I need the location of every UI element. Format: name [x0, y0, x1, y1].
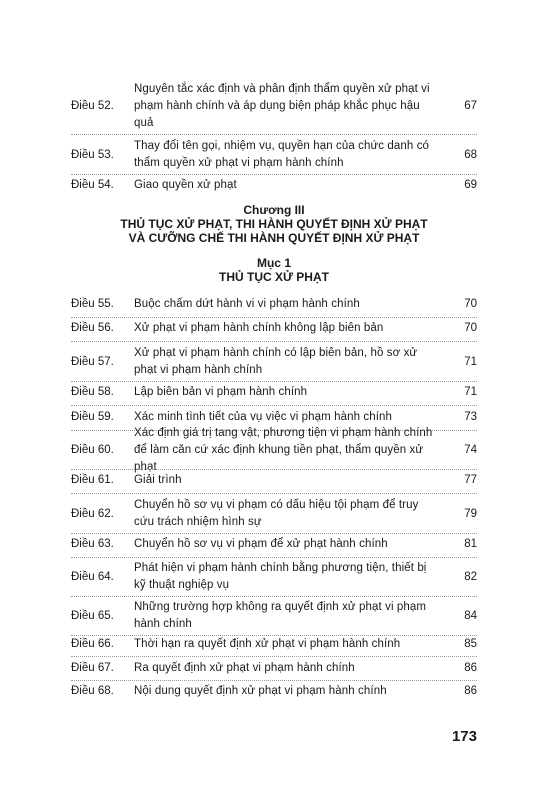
section-label: Mục 1 — [256, 256, 291, 270]
toc-entry — [71, 409, 477, 426]
article-title: Nguyên tắc xác định và phân định thẩm quyền xử phạt vi phạm hành chính và áp dụng biện pháp khắc phục hậu quả — [134, 82, 430, 129]
article-number: Điều 57. — [71, 355, 114, 368]
toc-entry — [71, 560, 477, 594]
article-number: Điều 54. — [71, 179, 114, 191]
article-title: Chuyển hồ sơ vụ vi phạm để xử phạt hành chính — [134, 538, 388, 550]
chapter-title: THỦ TỤC XỬ PHẠT, THI HÀNH QUYẾT ĐỊNH XỬ PHẠT — [120, 217, 428, 231]
article-page: 71 — [464, 355, 477, 368]
separator — [71, 174, 477, 175]
article-number: Điều 63. — [71, 538, 114, 550]
article-number: Điều 58. — [71, 386, 114, 398]
toc-entry — [71, 660, 477, 677]
article-number: Điều 62. — [71, 507, 114, 520]
article-number: Điều 53. — [71, 148, 114, 161]
toc-entry — [71, 536, 477, 553]
article-page: 86 — [464, 685, 477, 697]
article-title: Chuyển hồ sơ vụ vi phạm có dấu hiệu tội phạm để truy cứu trách nhiệm hình sự — [134, 499, 419, 528]
article-page: 70 — [464, 322, 477, 334]
separator — [71, 680, 477, 681]
article-page: 79 — [464, 507, 477, 520]
article-title: Xác minh tình tiết của vụ việc vi phạm hành chính — [134, 411, 393, 423]
article-number: Điều 67. — [71, 662, 114, 674]
article-number: Điều 61. — [71, 474, 114, 486]
article-page: 74 — [464, 443, 477, 456]
article-title: Nội dung quyết định xử phạt vi phạm hành chính — [134, 685, 387, 697]
article-title: Xử phạt vi phạm hành chính không lập biên bản — [134, 322, 384, 334]
toc-entry — [71, 80, 477, 132]
article-number: Điều 64. — [71, 570, 114, 583]
toc-entry — [71, 177, 477, 194]
page-number: 173 — [451, 728, 477, 745]
toc-entry — [71, 636, 477, 653]
article-page: 86 — [464, 662, 477, 674]
separator — [71, 381, 477, 382]
article-title: Thời hạn ra quyết định xử phạt vi phạm hành chính — [134, 638, 401, 650]
separator — [71, 533, 477, 534]
separator — [71, 469, 477, 470]
article-number: Điều 68. — [71, 685, 114, 697]
article-page: 82 — [464, 570, 477, 583]
chapter-title: VÀ CƯỠNG CHẾ THI HÀNH QUYẾT ĐỊNH XỬ PHẠT — [128, 231, 420, 245]
separator — [71, 317, 477, 318]
separator — [71, 596, 477, 597]
article-number: Điều 52. — [71, 99, 114, 112]
article-page: 81 — [464, 538, 477, 550]
article-title: Phát hiện vi phạm hành chính bằng phương tiện, thiết bị kỹ thuật nghiệp vụ — [134, 562, 427, 591]
article-title: Ra quyết định xử phạt vi phạm hành chính — [134, 662, 355, 674]
article-title: Giao quyền xử phạt — [134, 179, 237, 191]
article-page: 67 — [464, 99, 477, 112]
article-number: Điều 60. — [71, 443, 114, 456]
toc-entry — [71, 497, 477, 531]
article-number: Điều 55. — [71, 298, 114, 310]
article-page: 68 — [464, 148, 477, 161]
article-page: 70 — [464, 298, 477, 310]
article-title: Xác định giá trị tang vật, phương tiện vi phạm hành chính để làm căn cứ xác định khung tiền phạt, thẩm quyền xử phạt — [134, 426, 433, 473]
toc-entry — [71, 384, 477, 401]
toc-entry — [71, 296, 477, 313]
separator — [71, 405, 477, 406]
separator — [71, 341, 477, 342]
toc-entry — [71, 320, 477, 337]
article-number: Điều 66. — [71, 638, 114, 650]
article-page: 73 — [464, 411, 477, 423]
section-title: THỦ TỤC XỬ PHẠT — [219, 270, 329, 284]
toc-entry — [71, 683, 477, 700]
toc-entry — [71, 138, 477, 172]
article-number: Điều 59. — [71, 411, 114, 423]
article-page: 85 — [464, 638, 477, 650]
article-title: Lập biên bản vi phạm hành chính — [134, 386, 308, 398]
article-page: 84 — [464, 609, 477, 622]
article-page: 71 — [464, 386, 477, 398]
article-page: 69 — [464, 179, 477, 191]
toc-entry — [71, 426, 477, 473]
article-title: Giải trình — [134, 474, 182, 486]
article-title: Thay đổi tên gọi, nhiệm vụ, quyền hạn của chức danh có thẩm quyền xử phạt vi phạm hành chính — [134, 140, 430, 169]
toc-entry — [71, 599, 477, 633]
separator — [71, 656, 477, 657]
article-number: Điều 56. — [71, 322, 114, 334]
toc-entry — [71, 345, 477, 379]
article-number: Điều 65. — [71, 609, 114, 622]
chapter-label: Chương III — [243, 203, 305, 217]
separator — [71, 493, 477, 494]
article-title: Xử phạt vi phạm hành chính có lập biên bản, hồ sơ xử phạt vi phạm hành chính — [134, 347, 418, 376]
separator — [71, 557, 477, 558]
article-page: 77 — [464, 474, 477, 486]
article-title: Những trường hợp không ra quyết định xử phạt vi phạm hành chính — [134, 601, 427, 630]
separator — [71, 134, 477, 135]
toc-entry — [71, 472, 477, 489]
article-title: Buộc chấm dứt hành vi vi phạm hành chính — [134, 298, 360, 310]
